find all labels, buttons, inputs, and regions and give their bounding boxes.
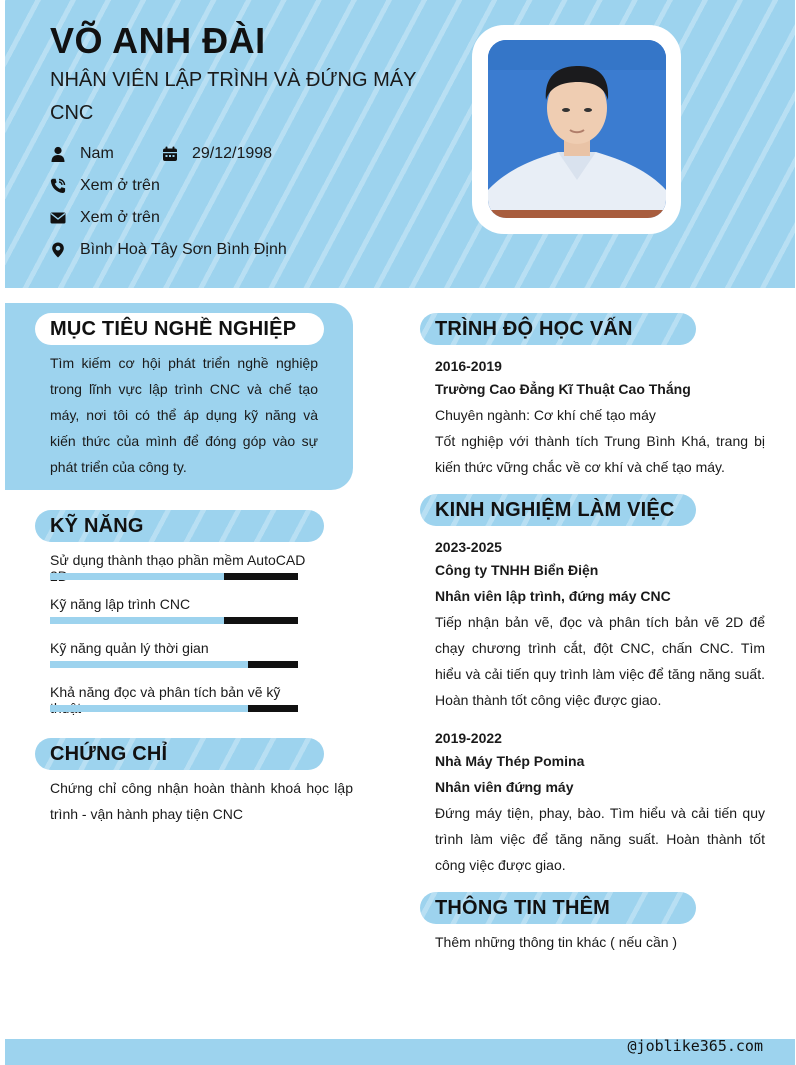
phone-value: Xem ở trên: [80, 177, 160, 194]
skill-level-bar: [50, 661, 298, 668]
gender-row: [50, 145, 114, 163]
experience-entry: [435, 534, 765, 713]
skill-item: [50, 552, 310, 584]
address-row: [50, 241, 287, 259]
skill-level-fill: [50, 573, 224, 580]
education-period: 2016-2019: [435, 358, 502, 374]
certificate-text: Chứng chỉ công nhận hoàn thành khoá học lập trình - vận hành phay tiện CNC: [50, 780, 353, 822]
education-heading: TRÌNH ĐỘ HỌC VẤN: [420, 313, 696, 345]
experience-description: Tiếp nhận bản vẽ, đọc và phân tích bản vẽ 2D để chạy chương trình cắt, đột CNC, chấn CNC. Tìm hiểu và cải tiến quy trình làm việc để tăng năng suất. Hoàn thành tốt công việc được giao.: [435, 614, 765, 708]
skill-item: [50, 640, 310, 656]
skill-level-bar: [50, 705, 298, 712]
email-value: Xem ở trên: [80, 209, 160, 226]
skill-label: Kỹ năng quản lý thời gian: [50, 640, 209, 656]
phone-row: [50, 177, 160, 195]
footer-watermark: @joblike365.com: [627, 1037, 763, 1055]
map-pin-icon: [50, 242, 66, 258]
birthdate-row: [162, 145, 272, 163]
candidate-name: VÕ ANH ĐÀI: [50, 20, 266, 61]
skills-heading: KỸ NĂNG: [35, 510, 324, 542]
experience-company: Nhà Máy Thép Pomina: [435, 753, 585, 769]
education-school: Trường Cao Đẳng Kĩ Thuật Cao Thắng: [435, 381, 691, 397]
user-icon: [50, 146, 66, 162]
skill-label: Khả năng đọc và phân tích bản vẽ kỹ: [50, 684, 281, 700]
skill-level-fill: [50, 661, 248, 668]
objective-heading: MỤC TIÊU NGHỀ NGHIỆP: [35, 313, 324, 345]
skill-item: [50, 596, 310, 612]
experience-role: Nhân viên lập trình, đứng máy CNC: [435, 588, 671, 604]
skill-label: Kỹ năng lập trình CNC: [50, 596, 191, 612]
job-title: NHÂN VIÊN LẬP TRÌNH VÀ ĐỨNG MÁY CNC: [50, 69, 417, 124]
extra-info-heading: THÔNG TIN THÊM: [420, 892, 696, 924]
calendar-icon: [162, 146, 178, 162]
extra-info-text: Thêm những thông tin khác ( nếu cần ): [435, 934, 678, 950]
experience-role: Nhân viên đứng máy: [435, 779, 574, 795]
objective-text: Tìm kiếm cơ hội phát triển nghề nghiệp trong lĩnh vực lập trình CNC và chế tạo máy, nơi tôi có thể áp dụng kỹ năng và kiến thức của mình để đóng góp vào sự phát triển của công ty.: [50, 355, 318, 475]
birthdate-value: 29/12/1998: [192, 145, 273, 162]
education-major: Chuyên ngành: Cơ khí chế tạo máy: [435, 407, 656, 423]
experience-company: Công ty TNHH Biển Điện: [435, 562, 599, 578]
gender-value: Nam: [80, 145, 114, 162]
education-description: Tốt nghiệp với thành tích Trung Bình Khá, trang bị kiến thức vững chắc về cơ khí và chế tạo máy.: [435, 433, 765, 475]
skill-level-fill: [50, 617, 224, 624]
phone-icon: [50, 178, 66, 194]
certificates-heading: CHỨNG CHỈ: [35, 738, 324, 770]
address-value: Bình Hoà Tây Sơn Bình Định: [80, 241, 287, 258]
footer-bar: [5, 1039, 795, 1065]
skill-label: Sử dụng thành thạo phần mềm AutoCAD: [50, 552, 306, 568]
profile-photo-frame: [472, 25, 681, 234]
experience-period: 2019-2022: [435, 730, 502, 746]
experience-entry: [435, 725, 765, 878]
envelope-icon: [50, 210, 66, 226]
skill-level-fill: [50, 705, 248, 712]
skill-level-bar: [50, 573, 298, 580]
experience-description: Đứng máy tiện, phay, bào. Tìm hiểu và cải tiến quy trình làm việc để tăng năng suất. Hoàn thành tốt công việc được giao.: [435, 805, 765, 873]
email-row: [50, 209, 160, 227]
profile-photo: [488, 40, 666, 218]
experience-period: 2023-2025: [435, 539, 502, 555]
skill-level-bar: [50, 617, 298, 624]
skill-item: [50, 684, 310, 716]
experience-heading: KINH NGHIỆM LÀM VIỆC: [420, 494, 696, 526]
education-entry: [435, 353, 765, 480]
